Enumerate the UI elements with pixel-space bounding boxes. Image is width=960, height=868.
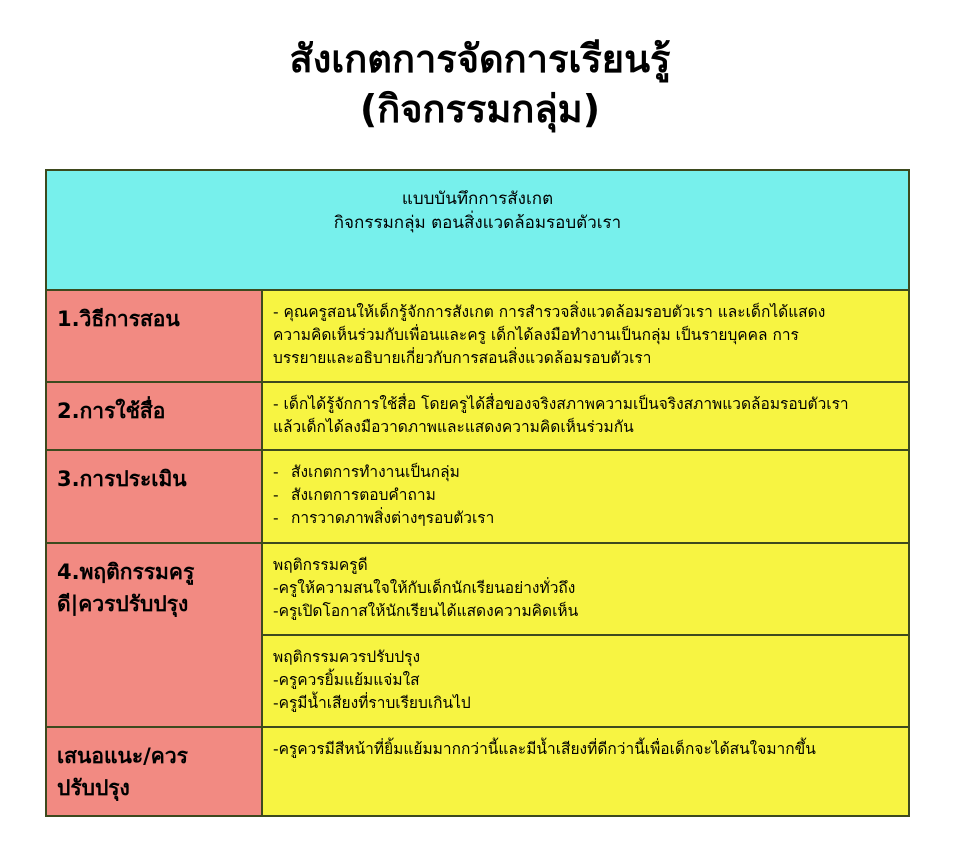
- improve-behavior-cell: [262, 635, 909, 727]
- table-header-row: [46, 170, 909, 290]
- assessment-item: [273, 507, 900, 530]
- content-line: ความคิดเห็นร่วมกับเพื่อนและครู เด็กได้ลงมือทำงานเป็นกลุ่ม เป็นรายบุคคล การ: [273, 326, 799, 344]
- page-title-line2: (กิจกรรมกลุ่ม): [359, 87, 601, 131]
- assessment-item: [273, 461, 900, 484]
- row-content-cell: [262, 450, 909, 543]
- content-line: -ครูมีน้ำเสียงที่ราบเรียบเกินไป: [273, 694, 471, 712]
- row-label: 1.วิธีการสอน: [57, 307, 180, 331]
- row-label-cell: [46, 450, 262, 543]
- row-label-line2: ปรับปรุง: [57, 776, 130, 800]
- row-label-cell: [46, 290, 262, 382]
- table-header-cell: [46, 170, 909, 290]
- table-row-assessment: [46, 450, 909, 543]
- table-row-teaching-method: [46, 290, 909, 382]
- bullet-marker: -: [273, 509, 279, 527]
- row-label: 2.การใช้สื่อ: [57, 399, 166, 423]
- improve-behavior-heading: พฤติกรรมควรปรับปรุง: [273, 648, 421, 666]
- bullet-marker: -: [273, 486, 279, 504]
- table-header-line1: แบบบันทึกการสังเกต: [401, 189, 554, 209]
- row-label-cell: [46, 543, 262, 727]
- assessment-item-text: สังเกตการตอบคำถาม: [291, 486, 436, 504]
- content-line: - เด็กได้รู้จักการใช้สื่อ โดยครูได้สื่อของจริงสภาพความเป็นจริงสภาพแวดล้อมรอบตัวเรา: [273, 395, 849, 413]
- content-line: -ครูให้ความสนใจให้กับเด็กนักเรียนอย่างทั่วถึง: [273, 579, 576, 597]
- good-behavior-cell: [262, 543, 909, 635]
- row-label-line1: 4.พฤติกรรมครู: [57, 560, 195, 584]
- assessment-item-text: สังเกตการทำงานเป็นกลุ่ม: [291, 463, 460, 481]
- page-title-line1: สังเกตการจัดการเรียนรู้: [289, 37, 671, 81]
- table-row-suggestions: [46, 727, 909, 816]
- row-content-cell: [262, 382, 909, 450]
- assessment-item: [273, 484, 900, 507]
- content-line: แล้วเด็กได้ลงมือวาดภาพและแสดงความคิดเห็นร่วมกัน: [273, 418, 634, 436]
- row-label: 3.การประเมิน: [57, 467, 187, 491]
- row-label-cell: [46, 382, 262, 450]
- content-line: -ครูเปิดโอกาสให้นักเรียนได้แสดงความคิดเห็น: [273, 602, 579, 620]
- content-line: -ครูควรมีสีหน้าที่ยิ้มแย้มมากกว่านี้และมีน้ำเสียงที่ดีกว่านี้เพื่อเด็กจะได้สนใจมากขึ้น: [273, 740, 816, 758]
- content-line: บรรยายและอธิบายเกี่ยวกับการสอนสิ่งแวดล้อมรอบตัวเรา: [273, 349, 652, 367]
- page-title: [0, 34, 960, 134]
- table-row-media-use: [46, 382, 909, 450]
- assessment-item-text: การวาดภาพสิ่งต่างๆรอบตัวเรา: [291, 509, 495, 527]
- row-label-line1: เสนอแนะ/ควร: [57, 744, 188, 768]
- row-content-cell: [262, 727, 909, 816]
- table-header-line2: กิจกรรมกลุ่ม ตอนสิ่งแวดล้อมรอบตัวเรา: [333, 213, 622, 233]
- table-row-teacher-behavior-good: [46, 543, 909, 635]
- row-content-cell: [262, 290, 909, 382]
- bullet-marker: -: [273, 463, 279, 481]
- observation-table: [45, 169, 910, 817]
- content-line: -ครูควรยิ้มแย้มแจ่มใส: [273, 671, 420, 689]
- row-label-line2: ดี|ควรปรับปรุง: [57, 592, 189, 616]
- row-label-cell: [46, 727, 262, 816]
- content-line: - คุณครูสอนให้เด็กรู้จักการสังเกต การสำรวจสิ่งแวดล้อมรอบตัวเรา และเด็กได้แสดง: [273, 303, 826, 321]
- good-behavior-heading: พฤติกรรมครูดี: [273, 556, 368, 574]
